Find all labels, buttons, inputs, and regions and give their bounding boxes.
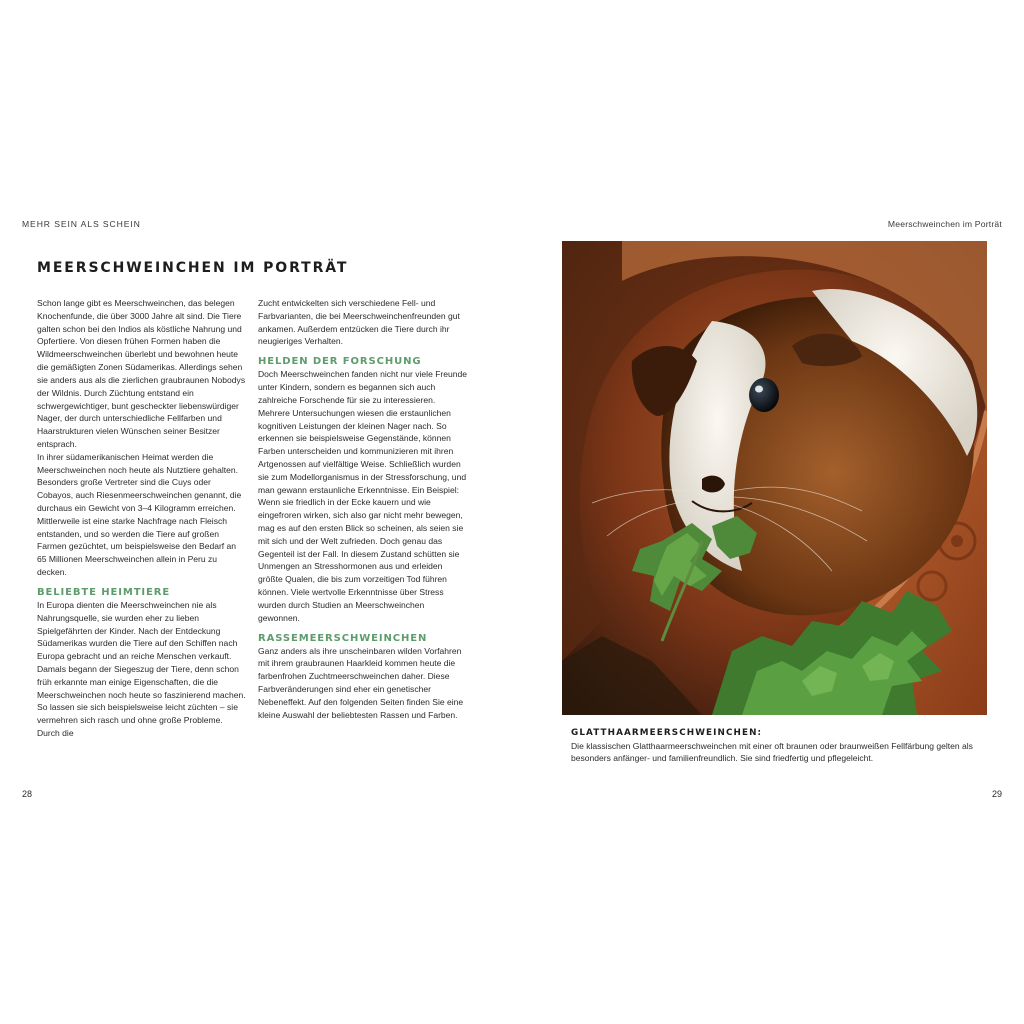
paragraph: Zucht entwickelten sich verschiedene Fell- und Farbvarianten, die bei Meerschweinchenfreunden gut ankamen. Außerdem entzücken die Tiere durch ihr neugieriges Verhalten. [258,298,460,347]
paragraph: In Europa dienten die Meerschweinchen nie als Nahrungsquelle, sie wurden eher zu lieben Spielgefährten der Kinder. Nach der Entdeckung Südamerikas wurden die Tiere auf den Schiffen nach Europa gebracht und an reiche Menschen verkauft. Damals begann der Siegeszug der Tiere, denn schon früh erkannte man einige Eigenschaften, die die Meerschweinchen noch heute so faszinierend machen. So lassen sie sich beispielsweise leicht züchten – sie vermehren sich rasch und ohne große Probleme. Durch die [37,599,246,738]
running-head-right: Meerschweinchen im Porträt [887,219,1002,229]
paragraph: Schon lange gibt es Meerschweinchen, das belegen Knochenfunde, die über 3000 Jahre alt sind. Die Tiere galten schon bei den Indios als köstliche Nahrung und Opfertiere. Von diesen frühen Formen haben die Wildmeerschweinchen überlebt und bewohnen heute die gemäßigten Zonen Südamerikas. Allerdings sehen sie anders aus als die zierlichen graubraunen Nobodys der Wildnis. Durch Züchtung entstand ein schwergewichtiger, bunt gescheckter liebenswürdiger Nager, der durch unterschiedliche Fellfarben und Haarstrukturen vielen Wünschen seiner Besitzer entsprach. [37,298,246,449]
caption-title: GLATTHAARMEERSCHWEINCHEN: [571,728,763,738]
photo-caption [571,727,991,765]
section-heading-beliebte-heimtiere: BELIEBTE HEIMTIERE [37,586,171,598]
text-column-left [37,297,247,740]
section-heading-helden-der-forschung: HELDEN DER FORSCHUNG [258,356,422,368]
section-heading-rassemeerschweinchen: RASSEMEERSCHWEINCHEN [258,632,428,644]
page-number-left: 28 [22,789,33,799]
caption-text: Die klassischen Glatthaarmeerschweinchen mit einer oft braunen oder braunweißen Fellfärbung gelten als besonders anfänger- und familienfreundlich. Sie sind friedfertig und pflegeleicht. [571,740,973,764]
guinea-pig-photo [562,241,987,715]
page-title: MEERSCHWEINCHEN IM PORTRÄT [37,260,349,276]
running-head-left: MEHR SEIN ALS SCHEIN [22,219,141,229]
paragraph: Ganz anders als ihre unscheinbaren wilden Vorfahren mit ihrem graubraunen Haarkleid kommen heute die farbenfrohen Zuchtmeerschweinchen daher. Diese Farbveränderungen sind eher ein genetischer Nebeneffekt. Auf den folgenden Seiten finden Sie eine kleine Auswahl der beliebtesten Rassen und Farben. [258,645,464,720]
page-number-right: 29 [991,789,1002,799]
text-column-middle [258,297,468,721]
paragraph: In ihrer südamerikanischen Heimat werden die Meerschweinchen noch heute als Nutztiere gehalten. Besonders große Vertreter sind die Cuys oder Cobayos, auch Riesenmeerschweinchen genannt, die durchaus ein Gewicht von 3–4 Kilogramm erreichen. Mittlerweile ist eine starke Nachfrage nach Fleisch entstanden, und so werden die Tiere auf großen Farmen gezüchtet, um beispielsweise den Bedarf an 65 Millionen Meerschweinchen allein in Peru zu decken. [37,451,242,578]
paragraph: Doch Meerschweinchen fanden nicht nur viele Freunde unter Kindern, sondern es begannen sich auch zahlreiche Forschende für sie zu interessieren. Mehrere Untersuchungen wiesen die erstaunlichen kognitiven Leistungen der kleinen Nager nach. So erkennen sie beispielsweise Gegenstände, können Farben unterscheiden und kommunizieren mit ihren Artgenossen auf vielfältige Weise. Schließlich wurden sie zum Modellorganismus in der Stressforschung, und man gewann erstaunliche Erkenntnisse. Ein Beispiel: Wenn sie friedlich in der Ecke kauern und wie eingefroren wirken, sich also gar nicht mehr bewegen, mag es auf den ersten Blick so scheinen, als seien sie mit sich und der Welt zufrieden. Doch genau das Gegenteil ist der Fall. In diesem Zustand schütten sie Unmengen an Stresshormonen aus und erleiden größte Qualen, die bis zum vorzeitigen Tod führen können. Viele wertvolle Erkenntnisse über Stress wurden durch Studien an Meerschweinchen gewonnen. [258,369,468,623]
